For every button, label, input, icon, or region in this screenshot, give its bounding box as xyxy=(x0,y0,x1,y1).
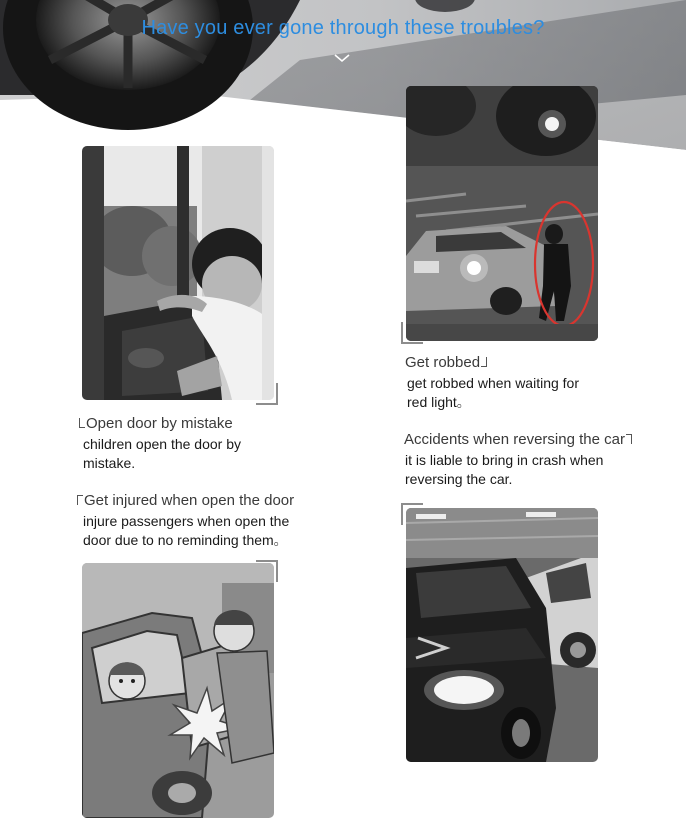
caption-description xyxy=(405,374,625,412)
chevron-down-icon xyxy=(333,52,351,64)
caption-line: get robbed when waiting for xyxy=(407,375,579,391)
caption-reversing xyxy=(404,431,674,489)
caption-title-text: Open door by mistake xyxy=(86,415,233,432)
caption-line: it is liable to bring in crash when xyxy=(405,452,604,468)
caption-injured xyxy=(77,492,347,550)
caption-title xyxy=(79,415,289,433)
caption-description xyxy=(404,451,674,489)
photo-reversing-crash xyxy=(406,508,598,762)
corner-mark-icon xyxy=(79,418,85,428)
header-title: Have you ever gone through these troubles? xyxy=(141,17,545,39)
caption-title xyxy=(404,431,674,449)
caption-title-text: Accidents when reversing the car xyxy=(404,431,625,448)
caption-title-text: Get injured when open the door xyxy=(84,492,295,509)
photo-corner-bracket xyxy=(256,383,278,405)
caption-line: reversing the car. xyxy=(405,471,513,487)
caption-robbed xyxy=(405,354,625,412)
caption-line: children open the door by xyxy=(83,436,241,452)
caption-description xyxy=(77,512,347,550)
caption-title xyxy=(77,492,347,510)
corner-mark-icon xyxy=(77,495,83,505)
corner-mark-icon xyxy=(481,357,487,367)
caption-open-door xyxy=(79,415,289,473)
photo-robbed xyxy=(406,86,598,341)
caption-line: mistake. xyxy=(83,455,136,471)
photo-open-door xyxy=(82,146,274,400)
caption-title xyxy=(405,354,625,372)
caption-description xyxy=(79,435,289,473)
caption-line: injure passengers when open the xyxy=(83,513,290,529)
caption-line: red light。 xyxy=(407,394,471,410)
caption-title-text: Get robbed xyxy=(405,354,481,371)
caption-line: door due to no reminding them。 xyxy=(83,532,288,548)
corner-mark-icon xyxy=(626,434,632,444)
photo-injured-door xyxy=(82,563,274,818)
photo-corner-bracket-inner xyxy=(401,322,413,344)
